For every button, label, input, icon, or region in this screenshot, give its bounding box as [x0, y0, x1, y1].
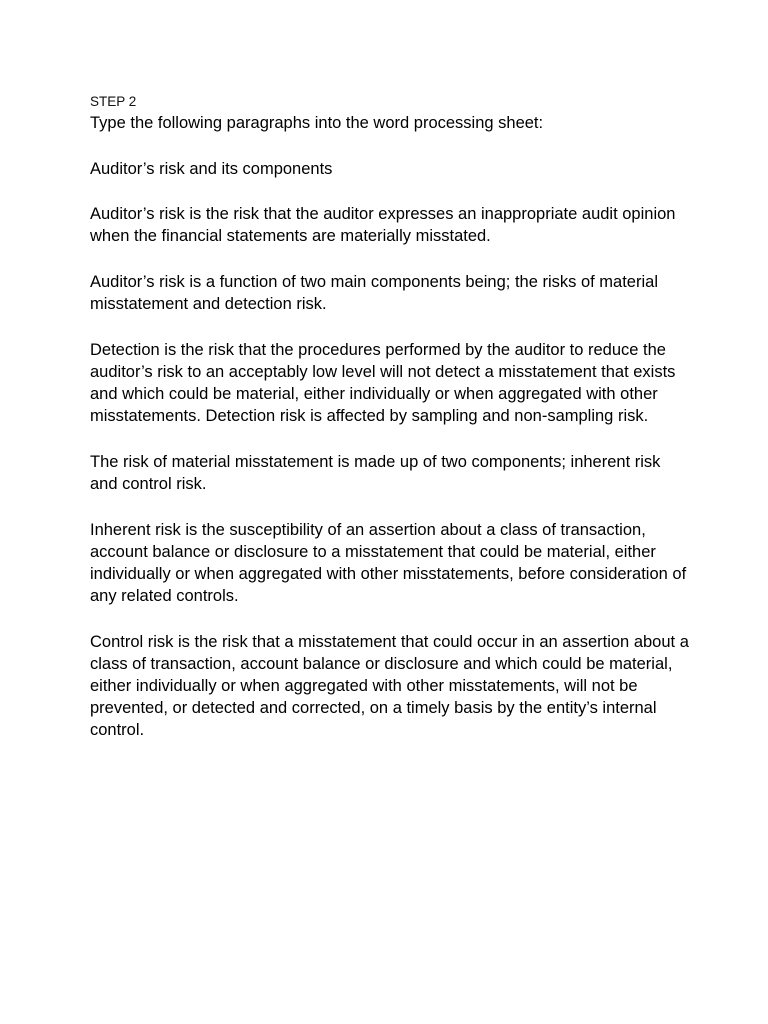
paragraph-auditors-risk-definition: Auditor’s risk is the risk that the auditor expresses an inappropriate audit opinion when the financial statements are materially misstated. — [90, 205, 676, 245]
document-page — [90, 93, 690, 741]
paragraph-inherent-risk: Inherent risk is the susceptibility of an assertion about a class of transaction, account balance or disclosure to a misstatement that could be material, either individually or when aggregated with other misstatements, before consideration of any related controls. — [90, 521, 687, 605]
instruction-text: Type the following paragraphs into the word processing sheet: — [90, 114, 544, 132]
paragraph-auditors-risk-components: Auditor’s risk is a function of two main components being; the risks of material misstatement and detection risk. — [90, 273, 658, 313]
paragraph-detection-risk: Detection is the risk that the procedures performed by the auditor to reduce the auditor’s risk to an acceptably low level will not detect a misstatement that exists and which could be material, either individually or when aggregated with other misstatements. Detection risk is affected by sampling and non-sampling risk. — [90, 341, 676, 425]
document-heading: Auditor’s risk and its components — [90, 160, 333, 178]
paragraph-control-risk: Control risk is the risk that a misstatement that could occur in an assertion about a class of transaction, account balance or disclosure and which could be material, either individually or when aggregated with other misstatements, will not be prevented, or detected and corrected, on a timely basis by the entity’s internal control. — [90, 633, 689, 739]
step-label: STEP 2 — [90, 94, 137, 109]
paragraph-material-misstatement: The risk of material misstatement is made up of two components; inherent risk and control risk. — [90, 453, 661, 493]
